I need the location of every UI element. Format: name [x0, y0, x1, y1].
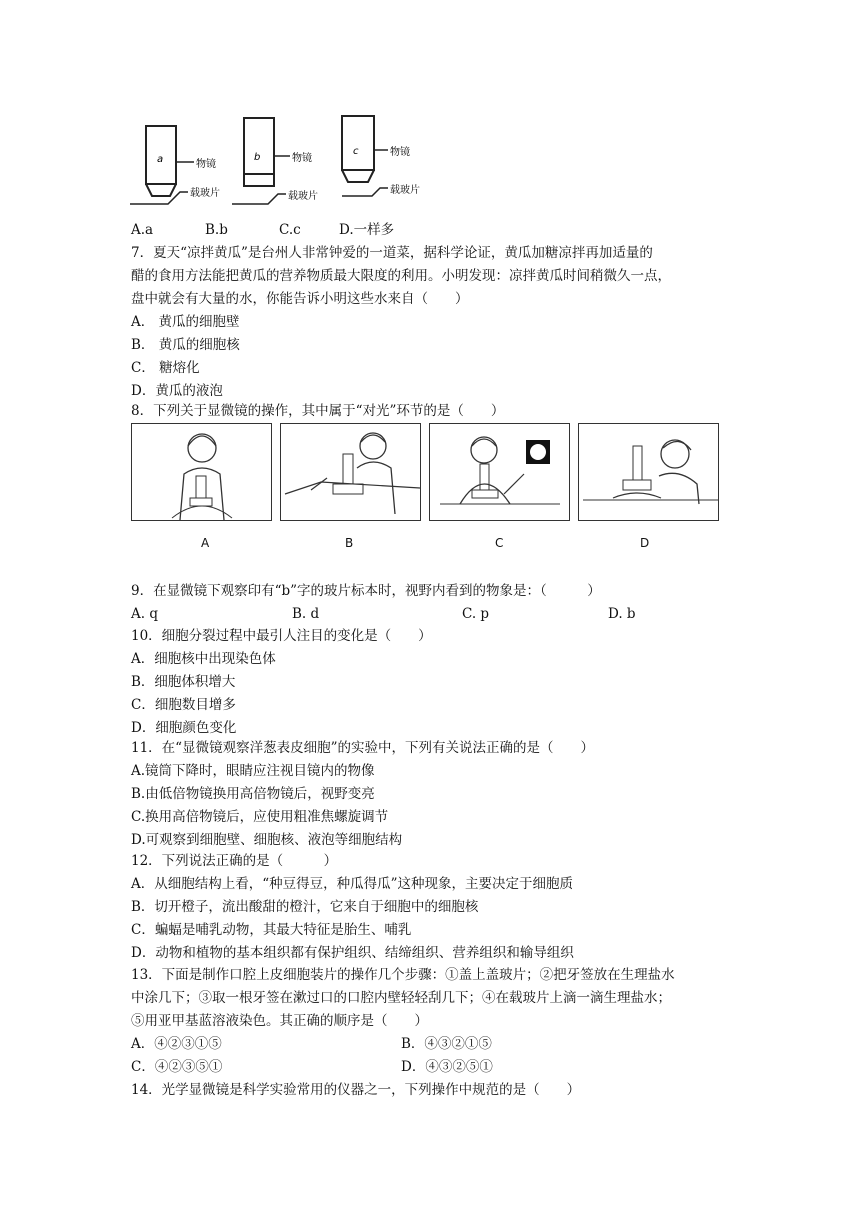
q11-option-d: D.可观察到细胞壁、细胞核、液泡等细胞结构 — [131, 832, 403, 848]
q8-stem: 8．下列关于显微镜的操作，其中属于“对光”环节的是（ ） — [131, 403, 505, 419]
q9-option-b: B. d — [292, 606, 320, 622]
q13-option-c: C．④②③⑤① — [131, 1059, 223, 1075]
q6-option-a: A.a — [131, 222, 154, 238]
q12-stem: 12．下列说法正确的是（ ） — [131, 853, 338, 869]
q10-option-d: D．细胞颜色变化 — [131, 720, 237, 736]
q9-option-d: D. b — [608, 606, 636, 622]
q13-stem-line-2: 中涂几下；③取一根牙签在漱过口的口腔内壁轻轻刮几下；④在载玻片上滴一滴生理盐水； — [131, 990, 671, 1006]
q6-option-b: B.b — [205, 222, 228, 238]
q11-option-a: A.镜筒下降时，眼睛应注视目镜内的物像 — [131, 763, 375, 779]
q12-option-b: B．切开橙子，流出酸甜的橙汁，它来自于细胞中的细胞核 — [131, 899, 479, 915]
q13-option-a: A．④②③①⑤ — [131, 1036, 222, 1052]
q13-stem-line-3: ⑤用亚甲基蓝溶液染色。其正确的顺序是（ ） — [131, 1013, 428, 1029]
q7-option-b: B． 黄瓜的细胞核 — [131, 337, 240, 353]
svg-text:物镜: 物镜 — [292, 153, 312, 164]
q8-panel-b — [280, 423, 421, 521]
q8-panel-label-d: D — [640, 536, 650, 550]
q10-option-a: A．细胞核中出现染色体 — [131, 651, 276, 667]
q11-option-c: C.换用高倍物镜后，应使用粗准焦螺旋调节 — [131, 809, 389, 825]
q13-option-b: B．④③②①⑤ — [401, 1036, 492, 1052]
q8-panel-c — [429, 423, 570, 521]
svg-text:b: b — [254, 152, 261, 163]
q9-option-a: A. q — [131, 606, 158, 622]
q7-stem-line-3: 盘中就会有大量的水，你能告诉小明这些水来自（ ） — [131, 291, 469, 307]
q10-stem: 10．细胞分裂过程中最引人注目的变化是（ ） — [131, 628, 432, 644]
q11-option-b: B.由低倍物镜换用高倍物镜后，视野变亮 — [131, 786, 375, 802]
student-microscope-illustration-b — [281, 424, 420, 520]
q8-panel-label-b: B — [345, 536, 354, 550]
q12-option-a: A．从细胞结构上看，“种豆得豆，种瓜得瓜”这种现象，主要决定于细胞质 — [131, 876, 574, 892]
q8-panel-label-c: C — [495, 536, 504, 550]
q7-stem-line-2: 醋的食用方法能把黄瓜的营养物质最大限度的利用。小明发现：凉拌黄瓜时间稍微久一点， — [131, 268, 671, 284]
svg-text:载玻片: 载玻片 — [390, 185, 420, 196]
objective-lens-a — [130, 126, 220, 204]
q12-option-d: D．动物和植物的基本组织都有保护组织、结缔组织、营养组织和输导组织 — [131, 945, 574, 961]
student-microscope-illustration-a — [132, 424, 271, 520]
q7-option-a: A． 黄瓜的细胞壁 — [131, 314, 240, 330]
q6-option-d: D.一样多 — [339, 222, 395, 238]
q9-stem: 9．在显微镜下观察印有“b”字的玻片标本时，视野内看到的物象是：（ ） — [131, 583, 601, 599]
student-microscope-illustration-d — [579, 424, 718, 520]
q8-panel-label-a: A — [201, 536, 210, 550]
q9-option-c: C. p — [462, 606, 490, 622]
q7-option-d: D．黄瓜的液泡 — [131, 383, 223, 399]
svg-text:载玻片: 载玻片 — [190, 188, 220, 199]
q10-option-b: B．细胞体积增大 — [131, 674, 236, 690]
svg-text:a: a — [157, 154, 164, 165]
q14-stem: 14．光学显微镜是科学实验常用的仪器之一，下列操作中规范的是（ ） — [131, 1082, 581, 1098]
svg-text:载玻片: 载玻片 — [288, 191, 318, 202]
q8-panel-a — [131, 423, 272, 521]
q7-option-c: C． 糖熔化 — [131, 360, 200, 376]
q13-stem-line-1: 13．下面是制作口腔上皮细胞装片的操作几个步骤：①盖上盖玻片；②把牙签放在生理盐水 — [131, 967, 675, 983]
objective-lens-c — [342, 116, 420, 196]
svg-text:c: c — [353, 146, 359, 157]
objective-lens-figure — [128, 112, 438, 210]
svg-text:物镜: 物镜 — [196, 159, 216, 170]
svg-text:物镜: 物镜 — [390, 147, 410, 158]
q8-panel-d — [578, 423, 719, 521]
student-microscope-illustration-c — [430, 424, 569, 520]
q11-stem: 11．在“显微镜观察洋葱表皮细胞”的实验中，下列有关说法正确的是（ ） — [131, 740, 594, 756]
objective-lens-b — [232, 118, 318, 204]
q12-option-c: C．蝙蝠是哺乳动物，其最大特征是胎生、哺乳 — [131, 922, 412, 938]
q6-option-c: C.c — [279, 222, 301, 238]
q13-option-d: D．④③②⑤① — [401, 1059, 493, 1075]
q10-option-c: C．细胞数目增多 — [131, 697, 236, 713]
q7-stem-line-1: 7．夏天“凉拌黄瓜”是台州人非常钟爱的一道菜，据科学论证，黄瓜加糖凉拌再加适量的 — [131, 245, 653, 261]
